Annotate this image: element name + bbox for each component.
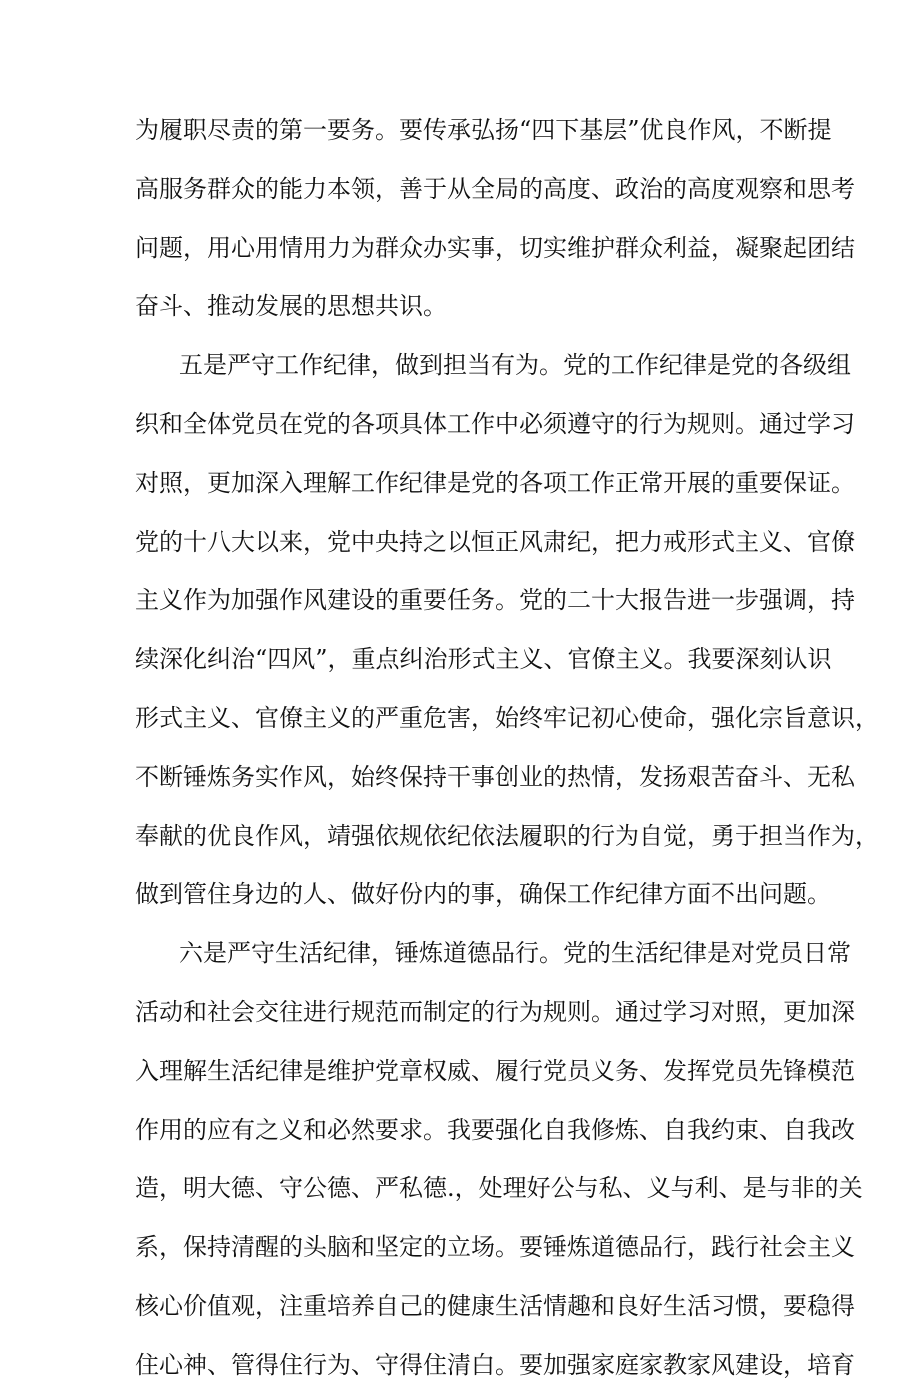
paragraph-start-line: 六是严守生活纪律，锤炼道德品行。党的生活纪律是对党员日常 — [179, 939, 851, 968]
text-line: 续深化纠治“四风”，重点纠治形式主义、官僚主义。我要深刻认识 — [135, 645, 832, 674]
document-body — [135, 101, 879, 1395]
text-line: 奋斗、推动发展的思想共识。 — [135, 292, 447, 321]
text-line: 为履职尽责的第一要务。要传承弘扬“四下基层”优良作风，不断提 — [135, 116, 832, 144]
text-line: 活动和社会交往进行规范而制定的行为规则。通过学习对照，更加深 — [135, 997, 855, 1026]
text-line: 党的十八大以来，党中央持之以恒正风肃纪，把力戒形式主义、官僚 — [135, 527, 855, 556]
text-line: 核心价值观，注重培养自己的健康生活情趣和良好生活习惯，要稳得 — [135, 1291, 855, 1320]
text-line: 主义作为加强作风建设的重要任务。党的二十大报告进一步强调，持 — [135, 586, 855, 615]
text-line: 奉献的优良作风，靖强依规依纪依法履职的行为自觉，勇于担当作为， — [135, 821, 879, 850]
text-line: 对照，更加深入理解工作纪律是党的各项工作正常开展的重要保证。 — [135, 468, 855, 497]
text-line: 做到管住身边的人、做好份内的事，确保工作纪律方面不出问题。 — [135, 880, 831, 909]
paragraph-start-line: 五是严守工作纪律，做到担当有为。党的工作纪律是党的各级组 — [179, 351, 851, 380]
text-line: 作用的应有之义和必然要求。我要强化自我修炼、自我约束、自我改 — [135, 1115, 855, 1144]
text-line: 不断锤炼务实作风，始终保持干事创业的热情，发扬艰苦奋斗、无私 — [135, 762, 855, 791]
text-line: 织和全体党员在党的各项具体工作中必须遵守的行为规则。通过学习 — [135, 409, 855, 438]
text-line: 形式主义、官僚主义的严重危害，始终牢记初心使命，强化宗旨意识， — [135, 703, 879, 732]
text-line: 高服务群众的能力本领，善于从全局的高度、政治的高度观察和思考 — [135, 174, 855, 203]
text-line: 问题，用心用情用力为群众办实事，切实维护群众利益，凝聚起团结 — [135, 233, 855, 262]
text-line: 系，保持清醒的头脑和坚定的立场。要锤炼道德品行，践行社会主义 — [135, 1233, 855, 1262]
text-line: 住心神、管得住行为、守得住清白。要加强家庭家教家风建设，培育 — [135, 1350, 855, 1379]
text-line: 造，明大德、守公德、严私德.，处理好公与私、义与利、是与非的关 — [135, 1174, 863, 1203]
text-line: 入理解生活纪律是维护党章权威、履行党员义务、发挥党员先锋模范 — [135, 1056, 855, 1085]
